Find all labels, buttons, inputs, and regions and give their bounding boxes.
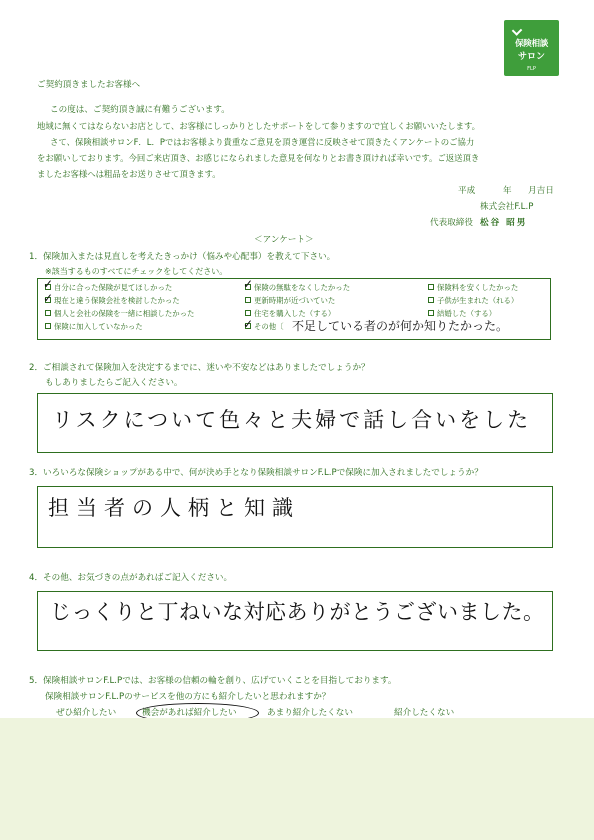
q1-checkbox-4[interactable] xyxy=(245,297,251,303)
q1-option-7: 住宅を購入した（する） xyxy=(254,309,336,318)
q1-option-4: 更新時期が近づいていた xyxy=(254,296,336,305)
q1-checkbox-9[interactable] xyxy=(45,323,51,329)
q1-option-6: 個人と会社の保険を一緒に相談したかった xyxy=(54,309,195,318)
q5-option-3[interactable]: 紹介したくない xyxy=(394,708,455,718)
q5-option-0[interactable]: ぜひ紹介したい xyxy=(56,708,117,718)
logo-line2: サロン xyxy=(517,52,545,62)
check-mark-icon xyxy=(512,25,523,36)
q1-other-answer: 不足している者のが何か知りたかった。 xyxy=(292,319,509,333)
q1-option-9: 保険に加入していなかった xyxy=(54,322,143,331)
intro-line-4: をお願いしております。今回ご来店頂き、お感じになられました意見を何なりとお書き頂ければ幸いです。ご返送頂き xyxy=(37,153,480,163)
q1-checkbox-5[interactable] xyxy=(428,297,434,303)
q5-title: 5．保険相談サロンF.L.Pでは、お客様の信頼の輪を創り、広げていくことを目指しております。 xyxy=(29,676,397,686)
company-name: 株式会社F.L.P xyxy=(480,202,534,212)
footer-band xyxy=(0,718,594,840)
logo-line3: FLP xyxy=(527,66,536,72)
q1-option-0: 自分に合った保険が見てほしかった xyxy=(54,283,173,292)
q1-note: ※該当するものすべてにチェックをしてください。 xyxy=(45,267,228,276)
q5-sub: 保険相談サロンF.L.Pのサービスを他の方にも紹介したいと思われますか？ xyxy=(45,692,331,702)
check-mark-icon: ✓ xyxy=(43,277,54,291)
intro-line-3: さて、保険相談サロンF．L．Pではお客様より貴重なご意見を頂き運営に反映させて頂きたくアンケートのご協力 xyxy=(50,137,475,147)
q1-checkbox-6[interactable] xyxy=(45,310,51,316)
q3-title: 3．いろいろな保険ショップがある中で、何が決め手となり保険相談サロンF.L.Pで保険に加入されましたでしょうか？ xyxy=(29,468,483,478)
q1-option-1: 保険の無駄をなくしたかった xyxy=(254,283,351,292)
check-mark-icon: ✓ xyxy=(243,317,254,331)
q1-checkbox-7[interactable] xyxy=(245,310,251,316)
q2-sub: もしありましたらご記入ください。 xyxy=(45,378,183,388)
q1-option-10: その他〔 xyxy=(254,322,284,331)
flp-logo xyxy=(504,20,559,76)
date-monthday: 月吉日 xyxy=(528,186,554,196)
check-mark-icon: ✓ xyxy=(243,277,254,291)
q5-option-2[interactable]: あまり紹介したくない xyxy=(267,708,353,718)
date-era: 平成 xyxy=(458,186,476,196)
check-mark-icon: ✓ xyxy=(43,291,54,305)
q1-option-2: 保険料を安くしたかった xyxy=(437,283,519,292)
intro-line-1: この度は、ご契約頂き誠に有難うございます。 xyxy=(50,105,230,115)
intro-line-2: 地域に無くてはならないお店として、お客様にしっかりとしたサポートをして参りますので宜しくお願いいたします。 xyxy=(37,121,481,131)
q1-option-3: 現在と違う保険会社を検討したかった xyxy=(54,296,180,305)
q1-title: 1．保険加入または見直しを考えたきっかけ（悩みや心配事）を教えて下さい。 xyxy=(29,252,336,262)
q5-option-1[interactable]: 機会があれば紹介したい xyxy=(142,708,237,718)
date-year: 年 xyxy=(503,186,512,196)
logo-line1: 保険相談 xyxy=(515,39,548,49)
q3-answer: 担当者の人柄と知識 xyxy=(48,496,300,520)
survey-title: ＜アンケート＞ xyxy=(254,235,314,245)
intro-line-5: ましたお客様へは粗品をお送りさせて頂きます。 xyxy=(37,169,221,179)
greeting: ご契約頂きましたお客様へ xyxy=(37,80,141,90)
rep-name: 松谷 昭男 xyxy=(480,218,528,228)
q4-answer: じっくりと丁ねいな対応ありがとうございました。 xyxy=(50,600,545,624)
q1-option-5: 子供が生まれた（れる） xyxy=(437,296,519,305)
rep-label: 代表取締役 xyxy=(430,218,473,228)
q2-title: 2．ご相談されて保険加入を決定するまでに、迷いや不安などはありましたでしょうか？ xyxy=(29,363,370,373)
q2-answer: リスクについて色々と夫婦で話し合いをした xyxy=(52,408,532,432)
q1-option-8: 結婚した（する） xyxy=(437,309,497,318)
q4-title: 4．その他、お気づきの点があればご記入ください。 xyxy=(29,573,233,583)
q1-checkbox-8[interactable] xyxy=(428,310,434,316)
q1-checkbox-2[interactable] xyxy=(428,284,434,290)
